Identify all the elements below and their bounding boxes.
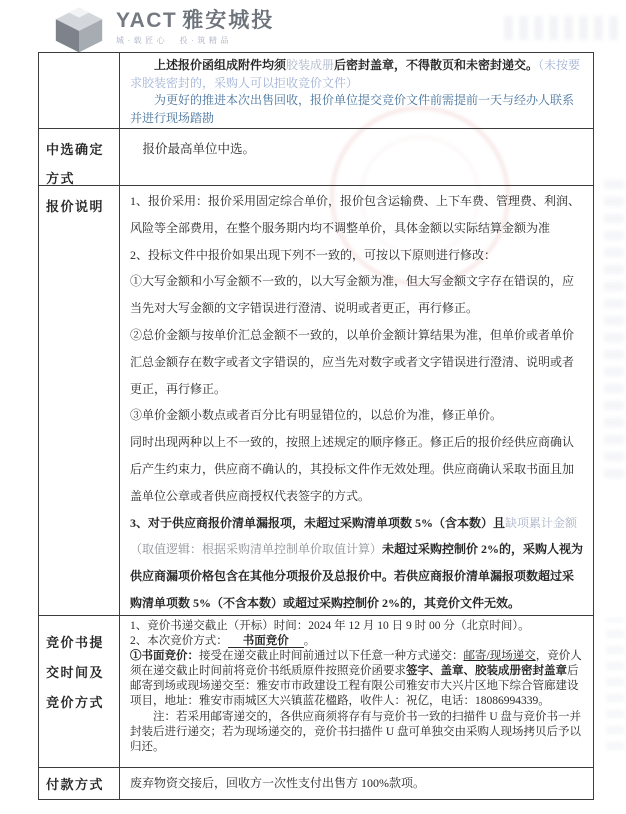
bidding-terms-table [38, 52, 594, 800]
bid-deadline-line [130, 619, 585, 634]
quotation-rule-1: ①大写金额和小写金额不一致的，以大写金额为准，但大写金额文字存在错误的，应当先对大写金额的文字错误进行澄清、说明或者更正，再行修正。 [130, 274, 575, 316]
deadline-datetime: 2024 年 12 月 10 日 9 时 00 分 [308, 620, 455, 632]
table-row-sealing-notice [39, 53, 593, 128]
brand-en: YACT [116, 9, 178, 32]
written-bid-paragraph [130, 649, 585, 709]
sealing-notice-paragraph [130, 57, 585, 92]
quotation-rule-2: ②总价金额与按单价汇总金额不一致的，以单价金额计算结果为准，但单价或者单价汇总金额存在数字或者文字错误的，应当先对数字或者文字错误进行澄清、说明或者更正，再行修正。 [130, 327, 575, 396]
omission-rule-logic: （取值逻辑：根据采购清单控制单价取值计算） [130, 542, 383, 557]
written-bid-text1: 接受在递交截止时间前通过以下任意一种方式递交： [199, 650, 464, 663]
sealing-requirements-bold: 签字、盖章、胶装成册密封盖章 [406, 665, 567, 678]
quotation-item-1: 1、报价采用：报价采用固定综合单价，报价包含运输费、上下车费、管理费、利润、风险等全部费用，在整个服务期内均不调整单价，具体金额以实际结算金额为准 [130, 194, 581, 235]
notice-parenthetical: （未按要求胶装密封的，采购人可以拒收竞价文件） [130, 58, 581, 90]
omission-rule-muted: 缺项累计金额 [505, 515, 578, 530]
selection-method-label: 中选确定方式 [39, 129, 120, 185]
bid-submission-content [120, 616, 593, 767]
selection-method-content: 报价最高单位中选。 [142, 142, 256, 156]
scan-artifact [606, 618, 624, 750]
written-bid-title: ①书面竞价： [130, 650, 199, 663]
omission-rule-bold2: 未超过采购控制价 2%的，采购人视为供应商漏项价格包含在其他分项报价及总报价中。若供应商报价清单漏报项数超过采购清单项数 5%（不含本数）或超过采购控制价 2%的，其竞价文件无效。 [130, 542, 584, 610]
omission-rule-bold: 3、对于供应商报价清单漏报项，未超过采购清单项数 5%（含本数）且 [130, 515, 506, 530]
cube-logo-icon [52, 6, 106, 54]
bid-method-prefix: 2、本次竞价方式： [130, 635, 228, 648]
company-logo [52, 6, 274, 54]
notice-bold-text: 上述报价函组成附件均须 [154, 58, 287, 72]
delivery-methods-underlined: 邮寄/现场递交 [463, 650, 536, 663]
row-label-empty [39, 53, 120, 128]
notice-muted-text: 胶装成册 [286, 58, 335, 72]
bid-method-value: 书面竞价 [228, 635, 304, 648]
usb-note-paragraph: 注：若采用邮寄递交的，各供应商须将存有与竞价书一致的扫描件 U 盘与竞价书一并封装后进行递交；若为现场递交的，竞价书扫描件 U 盘可单独交由采购人现场拷贝后予以归还。 [130, 710, 582, 753]
deadline-prefix: 1、竞价书递交截止（开标）时间： [130, 620, 309, 632]
deadline-suffix: （北京时间）。 [454, 620, 530, 632]
quotation-item-2: 2、投标文件中报价如果出现下列不一致的，可按以下原则进行修改： [130, 247, 497, 262]
scan-artifact [604, 178, 624, 478]
written-bid-text3: 后邮寄到场或现场递交至：雅安市市政建设工程有限公司雅安市大兴片区地下综合管廊建设项目，地址：雅安市雨城区大兴镇蓝花楹路，收件人：祝亿，电话：18086994339。 [130, 665, 579, 708]
brand-tagline: 城·载匠心 投·筑精品 [116, 36, 232, 45]
quotation-item-3 [130, 510, 585, 617]
scan-artifact [504, 16, 622, 40]
table-row-selection-method [39, 128, 593, 185]
bid-method-line [130, 634, 585, 649]
notice-bold-text: 后密封盖章，不得散页和未密封递交。 [334, 58, 539, 72]
payment-method-label: 付款方式 [39, 768, 120, 799]
quotation-rule-3: ③单价金额小数点或者百分比有明显错位的，以总价为准，修正单价。 [130, 408, 503, 423]
quotation-notes-content [120, 186, 593, 615]
brand-cn: 雅安城投 [182, 9, 275, 32]
payment-method-content: 废弃物资交接后，回收方一次性支付出售方 100%款项。 [130, 776, 425, 790]
quotation-correction-order: 同时出现两种以上不一致的，按照上述规定的顺序修正。修正后的报价经供应商确认后产生约束力，供应商不确认的，其投标文件作无效处理。供应商确认采取书面且加盖单位公章或者供应商授权代表签字的方式。 [130, 435, 575, 503]
brand-name [116, 10, 274, 32]
bid-method-suffix: 。 [303, 635, 316, 648]
table-row-payment-method [39, 767, 593, 799]
written-bid-text2: ，竞价人须在递交截止时间前将竞价书纸质原件按照竞价函要求 [130, 650, 582, 678]
logo-text [116, 6, 274, 46]
site-survey-note: 为更好的推进本次出售回收，报价单位提交竞价文件前需提前一天与经办人联系并进行现场踏勘 [130, 93, 575, 125]
quotation-notes-label: 报价说明 [39, 186, 120, 615]
table-row-bid-submission [39, 615, 593, 767]
table-row-quotation-notes [39, 185, 593, 615]
sealing-notice-content [120, 53, 593, 128]
bid-submission-label: 竞价书提交时间及竞价方式 [39, 616, 120, 767]
